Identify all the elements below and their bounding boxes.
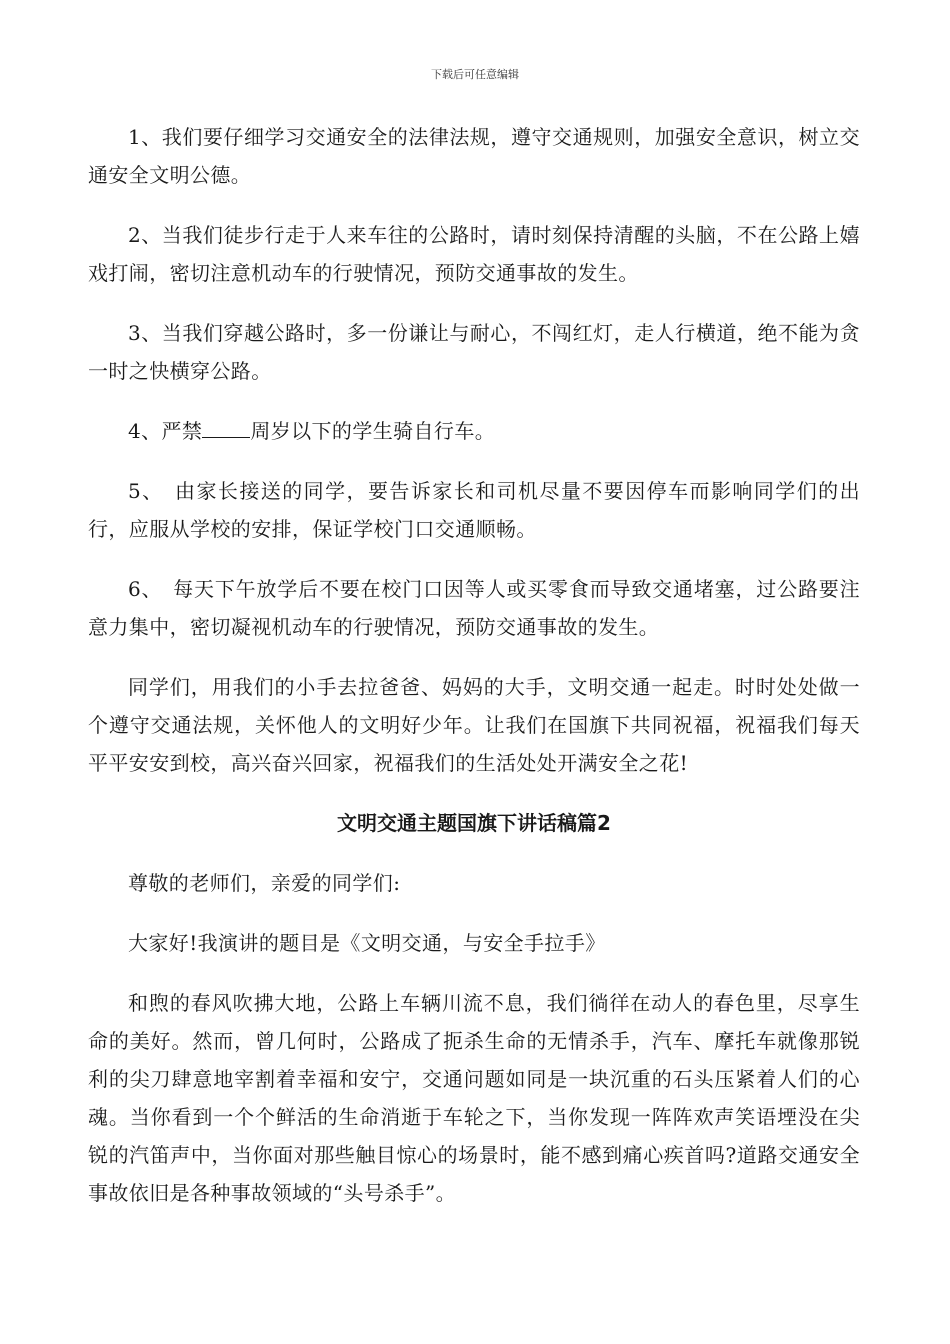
paragraph-speech-body: 和煦的春风吹拂大地，公路上车辆川流不息，我们徜徉在动人的春色里，尽享生命的美好。然而，曾几何时，公路成了扼杀生命的无情杀手，汽车、摩托车就像那锐利的尖刀肆意地宰割着幸福和安宁，交通问题如同是一块沉重的石头压紧着人们的心魂。当你看到一个个鲜活的生命消逝于车轮之下，当你发现一阵阵欢声笑语堙没在尖锐的汽笛声中，当你面对那些触目惊心的场景时，能不感到痛心疾首吗?道路交通安全事故依旧是各种事故领域的“头号杀手”。 — [88, 991, 861, 1205]
fill-in-blank — [202, 415, 250, 438]
paragraph-item-6: 6、 每天下午放学后不要在校门口因等人或买零食而导致交通堵塞，过公路要注意力集中，密切凝视机动车的行驶情况，预防交通事故的发生。 — [88, 577, 860, 639]
paragraph-item-3: 3、当我们穿越公路时，多一份谦让与耐心，不闯红灯，走人行横道，绝不能为贪一时之快横穿公路。 — [88, 321, 860, 383]
paragraph-speech-title: 大家好!我演讲的题目是《文明交通，与安全手拉手》 — [128, 931, 606, 955]
header-note: 下载后可任意编辑 — [431, 68, 519, 81]
item-4-text-after: 周岁以下的学生骑自行车。 — [250, 419, 496, 443]
section-title: 文明交通主题国旗下讲话稿篇2 — [337, 811, 611, 835]
paragraph-item-5: 5、 由家长接送的同学，要告诉家长和司机尽量不要因停车而影响同学们的出行，应服从学校的安排，保证学校门口交通顺畅。 — [88, 479, 860, 541]
paragraph-item-4 — [88, 412, 860, 450]
item-4-text-before: 4、严禁 — [128, 419, 203, 443]
document-body — [88, 118, 860, 1234]
paragraph-closing: 同学们，用我们的小手去拉爸爸、妈妈的大手，文明交通一起走。时时处处做一个遵守交通法规，关怀他人的文明好少年。让我们在国旗下共同祝福，祝福我们每天平平安安到校，高兴奋兴回家，祝福我们的生活处处开满安全之花! — [88, 675, 860, 775]
paragraph-greeting: 尊敬的老师们，亲爱的同学们: — [128, 871, 401, 895]
paragraph-item-2: 2、当我们徒步行走于人来车往的公路时，请时刻保持清醒的头脑，不在公路上嬉戏打闹，密切注意机动车的行驶情况，预防交通事故的发生。 — [88, 223, 860, 285]
paragraph-item-1: 1、我们要仔细学习交通安全的法律法规，遵守交通规则，加强安全意识，树立交通安全文明公德。 — [88, 125, 860, 187]
